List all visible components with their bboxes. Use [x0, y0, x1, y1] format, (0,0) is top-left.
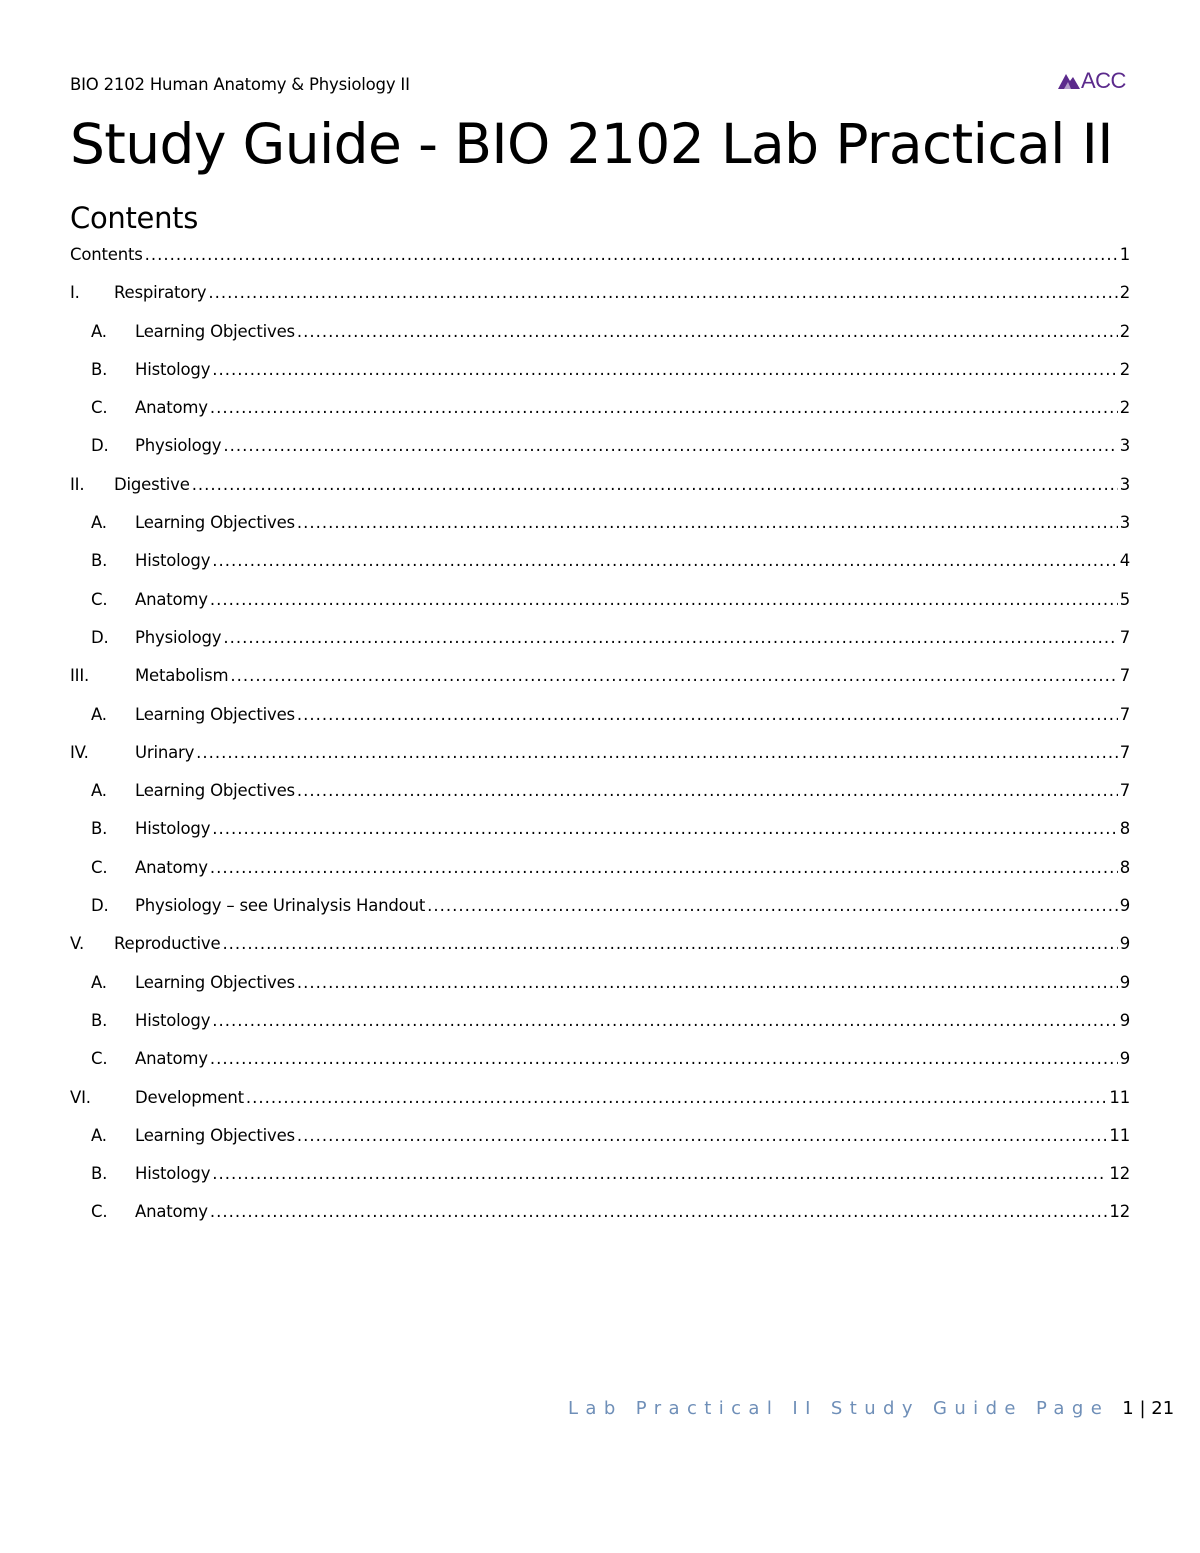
- toc-entry[interactable]: [70, 742, 1130, 780]
- toc-entry-page-number: 8: [1119, 819, 1130, 839]
- toc-entry-page-number: 12: [1109, 1164, 1130, 1184]
- toc-entry-row: [70, 283, 1130, 302]
- toc-dot-leader: [246, 1088, 1108, 1107]
- toc-entry-page-number: 2: [1119, 283, 1130, 303]
- toc-dot-leader: [297, 973, 1118, 992]
- toc-entry-page-number: 9: [1119, 1010, 1130, 1030]
- toc-entry-label: Histology: [135, 819, 211, 839]
- toc-entry-page-number: 4: [1119, 551, 1130, 571]
- toc-entry-number: A.: [91, 321, 107, 341]
- toc-entry-number: D.: [91, 436, 109, 456]
- toc-entry-number: C.: [91, 857, 108, 877]
- toc-entry-number: IV.: [70, 742, 89, 762]
- toc-entry-page-number: 7: [1119, 666, 1130, 686]
- toc-entry-page-number: 11: [1109, 1087, 1130, 1107]
- toc-entry-number: A.: [91, 704, 107, 724]
- acc-logo-text: ACC: [1081, 68, 1126, 93]
- toc-entry[interactable]: [70, 627, 1130, 665]
- toc-entry-number: III.: [70, 666, 90, 686]
- toc-entry-page-number: 3: [1119, 436, 1130, 456]
- toc-entry-label: Learning Objectives: [135, 704, 295, 724]
- toc-entry-row: [91, 781, 1130, 800]
- toc-entry-row: [91, 1011, 1130, 1030]
- toc-entry-page-number: 9: [1119, 896, 1130, 916]
- toc-entry-row: [91, 896, 1130, 915]
- toc-entry-row: [70, 1088, 1130, 1107]
- toc-entry[interactable]: [70, 589, 1130, 627]
- toc-entry-number: D.: [91, 896, 109, 916]
- toc-entry[interactable]: [70, 857, 1130, 895]
- toc-dot-leader: [210, 1049, 1118, 1068]
- toc-entry-row: [70, 475, 1130, 494]
- toc-entry-page-number: 9: [1119, 1049, 1130, 1069]
- toc-dot-leader: [212, 1164, 1107, 1183]
- toc-entry-label: Physiology: [135, 627, 222, 647]
- toc-entry-number: C.: [91, 398, 108, 418]
- toc-entry-label: Learning Objectives: [135, 513, 295, 533]
- toc-dot-leader: [210, 1202, 1108, 1221]
- toc-entry-label: Physiology – see Urinalysis Handout: [135, 896, 426, 916]
- toc-dot-leader: [212, 819, 1117, 838]
- toc-dot-leader: [210, 858, 1118, 877]
- toc-dot-leader: [297, 705, 1118, 724]
- toc-entry-row: [91, 973, 1130, 992]
- toc-entry-row: [91, 1164, 1130, 1183]
- toc-entry-label: Learning Objectives: [135, 1125, 295, 1145]
- toc-dot-leader: [230, 666, 1117, 685]
- toc-dot-leader: [297, 781, 1118, 800]
- header-course-title: BIO 2102 Human Anatomy & Physiology II: [70, 75, 410, 94]
- toc-dot-leader: [212, 1011, 1117, 1030]
- toc-entry-row: [91, 398, 1130, 417]
- toc-entry-number: B.: [91, 1010, 108, 1030]
- toc-entry-page-number: 3: [1119, 513, 1130, 533]
- toc-entry-label: Histology: [135, 359, 211, 379]
- toc-entry-number: C.: [91, 589, 108, 609]
- toc-entry[interactable]: [70, 665, 1130, 703]
- toc-dot-leader: [297, 322, 1118, 341]
- footer-total-pages: 21: [1151, 1398, 1175, 1419]
- toc-dot-leader: [210, 398, 1118, 417]
- toc-entry-label: Histology: [135, 1010, 211, 1030]
- footer-text: Lab Practical II Study Guide Page: [568, 1398, 1123, 1419]
- toc-entry[interactable]: [70, 1048, 1130, 1086]
- toc-entry-label: Development: [135, 1087, 244, 1107]
- toc-entry[interactable]: [70, 704, 1130, 742]
- toc-entry-page-number: 2: [1119, 321, 1130, 341]
- toc-entry-number: VI.: [70, 1087, 91, 1107]
- toc-entry-row: [91, 1202, 1130, 1221]
- table-of-contents: [70, 244, 1130, 1240]
- toc-entry-label: Contents: [70, 245, 143, 264]
- toc-entry-page-number: 1: [1119, 245, 1130, 264]
- toc-entry-number: A.: [91, 1125, 107, 1145]
- toc-entry[interactable]: [70, 435, 1130, 473]
- toc-entry-row: [91, 590, 1130, 609]
- toc-entry-label: Metabolism: [135, 666, 229, 686]
- toc-entry-number: A.: [91, 781, 107, 801]
- toc-dot-leader: [196, 743, 1118, 762]
- toc-entry-page-number: 7: [1119, 781, 1130, 801]
- toc-entry-label: Learning Objectives: [135, 321, 295, 341]
- toc-entry-number: B.: [91, 359, 108, 379]
- toc-entry[interactable]: [70, 321, 1130, 359]
- toc-entry[interactable]: [70, 1201, 1130, 1239]
- toc-entry-number: A.: [91, 972, 107, 992]
- toc-entry-label: Learning Objectives: [135, 972, 295, 992]
- toc-entry-row: [70, 934, 1130, 953]
- toc-entry-page-number: 12: [1109, 1202, 1130, 1222]
- toc-dot-leader: [212, 360, 1117, 379]
- toc-dot-leader: [210, 590, 1118, 609]
- toc-entry[interactable]: [70, 359, 1130, 397]
- toc-entry-row: [91, 628, 1130, 647]
- toc-dot-leader: [427, 896, 1118, 915]
- toc-entry-label: Urinary: [135, 742, 195, 762]
- toc-entry-label: Anatomy: [135, 857, 208, 877]
- toc-entry-label: Anatomy: [135, 1202, 208, 1222]
- toc-entry-label: Histology: [135, 1164, 211, 1184]
- toc-entry-row: [91, 360, 1130, 379]
- toc-entry-row: [91, 436, 1130, 455]
- toc-dot-leader: [192, 475, 1118, 494]
- toc-entry-label: Anatomy: [135, 589, 208, 609]
- toc-entry-label: Digestive: [114, 474, 190, 494]
- toc-dot-leader: [208, 283, 1117, 302]
- toc-entry-number: II.: [70, 474, 85, 494]
- toc-entry[interactable]: [70, 972, 1130, 1010]
- toc-entry-label: Reproductive: [114, 934, 221, 954]
- toc-entry-row: [91, 322, 1130, 341]
- toc-entry[interactable]: [70, 1010, 1130, 1048]
- document-title: Study Guide - BIO 2102 Lab Practical II: [70, 112, 1113, 176]
- toc-entry-number: V.: [70, 934, 85, 954]
- toc-entry-row: [91, 1126, 1130, 1145]
- toc-entry-label: Learning Objectives: [135, 781, 295, 801]
- toc-dot-leader: [212, 551, 1117, 570]
- toc-entry-row: [91, 1049, 1130, 1068]
- toc-entry-number: D.: [91, 627, 109, 647]
- toc-entry-page-number: 5: [1119, 589, 1130, 609]
- toc-entry-page-number: 3: [1119, 474, 1130, 494]
- footer-page-number: 1: [1122, 1398, 1134, 1419]
- toc-entry-page-number: 9: [1119, 972, 1130, 992]
- toc-entry-page-number: 11: [1109, 1125, 1130, 1145]
- toc-entry[interactable]: [70, 818, 1130, 856]
- toc-entry[interactable]: [70, 244, 1130, 282]
- toc-entry-row: [91, 858, 1130, 877]
- toc-entry-page-number: 7: [1119, 742, 1130, 762]
- toc-entry-row: [91, 705, 1130, 724]
- toc-dot-leader: [223, 628, 1117, 647]
- toc-entry-label: Respiratory: [114, 283, 207, 303]
- contents-heading: Contents: [70, 201, 199, 235]
- toc-entry-label: Physiology: [135, 436, 222, 456]
- toc-entry-number: B.: [91, 819, 108, 839]
- toc-entry[interactable]: [70, 550, 1130, 588]
- toc-entry[interactable]: [70, 933, 1130, 971]
- page-footer: [568, 1398, 1174, 1419]
- toc-entry[interactable]: [70, 780, 1130, 818]
- acc-logo: [1058, 68, 1126, 94]
- toc-dot-leader: [145, 245, 1118, 264]
- toc-dot-leader: [297, 513, 1118, 532]
- toc-entry[interactable]: [70, 397, 1130, 435]
- toc-entry[interactable]: [70, 895, 1130, 933]
- toc-entry-label: Anatomy: [135, 398, 208, 418]
- toc-entry[interactable]: [70, 474, 1130, 512]
- toc-entry-page-number: 7: [1119, 704, 1130, 724]
- toc-entry[interactable]: [70, 1125, 1130, 1163]
- toc-entry-page-number: 8: [1119, 857, 1130, 877]
- toc-entry[interactable]: [70, 282, 1130, 320]
- toc-dot-leader: [223, 436, 1117, 455]
- toc-entry-label: Anatomy: [135, 1049, 208, 1069]
- toc-entry-number: A.: [91, 513, 107, 533]
- toc-entry-page-number: 2: [1119, 398, 1130, 418]
- toc-entry[interactable]: [70, 1087, 1130, 1125]
- toc-entry-page-number: 7: [1119, 627, 1130, 647]
- toc-entry-row: [91, 819, 1130, 838]
- toc-dot-leader: [297, 1126, 1107, 1145]
- footer-separator: |: [1133, 1398, 1152, 1419]
- toc-entry[interactable]: [70, 512, 1130, 550]
- toc-entry-number: C.: [91, 1049, 108, 1069]
- toc-dot-leader: [222, 934, 1117, 953]
- toc-entry-row: [70, 743, 1130, 762]
- toc-entry-row: [91, 551, 1130, 570]
- toc-entry-number: C.: [91, 1202, 108, 1222]
- toc-entry-number: B.: [91, 551, 108, 571]
- toc-entry[interactable]: [70, 1163, 1130, 1201]
- toc-entry-row: [70, 245, 1130, 264]
- toc-entry-row: [91, 513, 1130, 532]
- toc-entry-page-number: 2: [1119, 359, 1130, 379]
- toc-entry-number: I.: [70, 283, 80, 303]
- toc-entry-label: Histology: [135, 551, 211, 571]
- toc-entry-number: B.: [91, 1164, 108, 1184]
- acc-mountain-icon: [1058, 72, 1080, 90]
- toc-entry-row: [70, 666, 1130, 685]
- toc-entry-page-number: 9: [1119, 934, 1130, 954]
